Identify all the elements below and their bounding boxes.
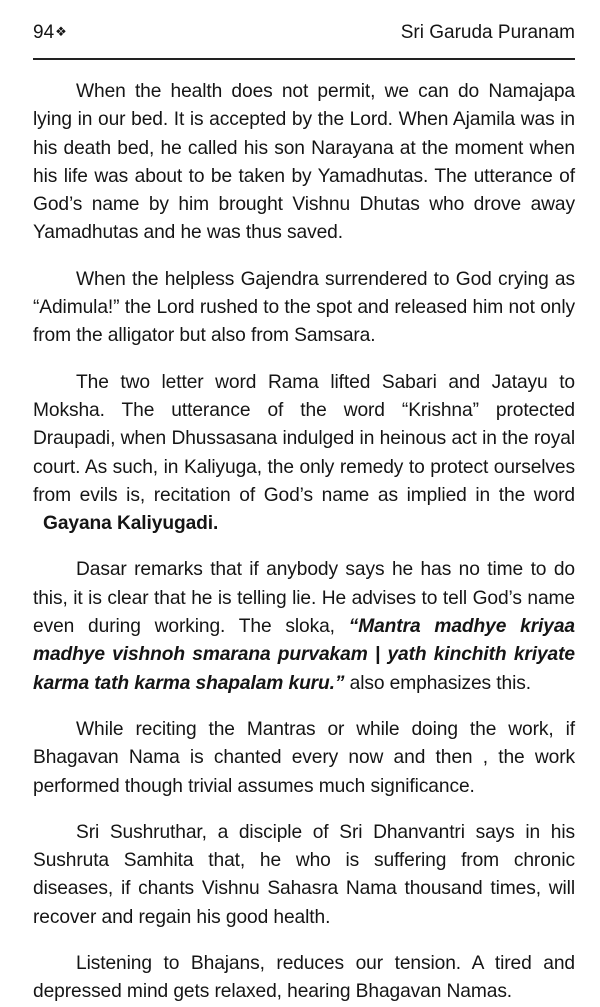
- paragraph-rama-text: The two letter word Rama lifted Sabari and Jatayu to Moksha. The utterance of the word “Krishna” protected Draupadi, when Dhussasana indulged in heinous act in the royal court. As such, in Kaliyuga, the only remedy to protect ourselves from evils is, recitation of God’s name as implied in the word: [33, 371, 575, 506]
- paragraph-gajendra: When the helpless Gajendra surrendered to God crying as “Adimula!” the Lord rushed to the spot and released him not only from the alligator but also from Samsara.: [33, 268, 575, 347]
- paragraph-bhajans: Listening to Bhajans, reduces our tension. A tired and depressed mind gets relaxed, hearing Bhagavan Namas.: [33, 953, 575, 1003]
- page-number: 94: [33, 22, 55, 43]
- paragraph-rama: [33, 369, 575, 539]
- gayana-kaliyugadi-phrase: Gayana Kaliyugadi.: [43, 513, 219, 535]
- paragraph-dasar-end: also emphasizes this.: [344, 672, 531, 694]
- running-header: [33, 22, 575, 50]
- paragraph-namajapa: When the health does not permit, we can do Namajapa lying in our bed. It is accepted by the Lord. When Ajamila was in his death bed, he called his son Narayana at the moment when his life was about to be taken by Yamadhutas. The utterance of God’s name by him brought Vishnu Dhutas who drove away Yamadhutas and he was thus saved.: [33, 81, 575, 244]
- paragraph-mantras: While reciting the Mantras or while doing the work, if Bhagavan Nama is chanted every now and then , the work performed though trivial assumes much significance.: [33, 718, 575, 797]
- paragraph-dasar-text: Dasar remarks that if anybody says he has no time to do this, it is clear that he is telling lie. He advises to tell God’s name even during working. The sloka,: [33, 559, 575, 638]
- body-text: [33, 78, 575, 1007]
- header-divider: [33, 58, 575, 60]
- paragraph-dasar: [33, 556, 575, 697]
- diamond-ornament-icon: ❖: [55, 24, 67, 39]
- book-page: [33, 22, 575, 1007]
- paragraph-sushruthar: Sri Sushruthar, a disciple of Sri Dhanvantri says in his Sushruta Samhita that, he who is suffering from chronic diseases, if chants Vishnu Sahasra Nama thousand times, will recover and regain his good health.: [33, 821, 575, 928]
- page-number-group: [33, 22, 67, 44]
- book-title: Sri Garuda Puranam: [400, 22, 575, 43]
- sloka-quote: “Mantra madhye kriyaa madhye vishnoh smarana purvakam | yath kinchith kriyate karma tath karma shapalam kuru.”: [33, 616, 576, 694]
